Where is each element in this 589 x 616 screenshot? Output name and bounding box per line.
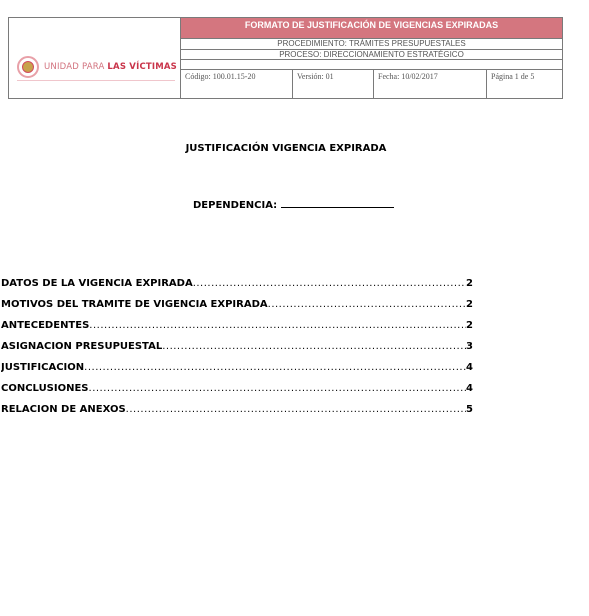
toc-leader-dots — [162, 341, 466, 352]
toc-item-page: 2 — [466, 299, 473, 310]
codigo-cell: Código: 100.01.15-20 — [181, 70, 293, 98]
toc-item-page: 2 — [466, 320, 473, 331]
toc-item-page: 4 — [466, 383, 473, 394]
toc-item[interactable] — [1, 404, 473, 425]
toc-item[interactable] — [1, 320, 473, 341]
toc-item-page: 5 — [466, 404, 473, 415]
logo-text: UNIDAD PARA LAS VÍCTIMAS — [44, 62, 177, 72]
document-title: JUSTIFICACIÓN VIGENCIA EXPIRADA — [185, 143, 387, 154]
toc-item[interactable] — [1, 299, 473, 320]
toc-item[interactable] — [1, 362, 473, 383]
format-title: FORMATO DE JUSTIFICACIÓN DE VIGENCIAS EXPIRADAS — [181, 18, 562, 39]
header-info — [181, 18, 562, 98]
toc-leader-dots — [84, 362, 466, 373]
pagina-cell: Página 1 de 5 — [491, 72, 535, 81]
version-cell: Versión: 01 — [293, 70, 374, 98]
toc-leader-dots — [193, 278, 466, 289]
toc-leader-dots — [89, 383, 467, 394]
toc-item-page: 3 — [466, 341, 473, 352]
toc-item-page: 2 — [466, 278, 473, 289]
dependencia-field — [193, 198, 394, 211]
toc-item-label: ASIGNACIÓN PRESUPUESTAL — [1, 341, 163, 352]
dependencia-blank-line — [281, 198, 394, 208]
toc-item-label: CONCLUSIONES — [1, 383, 89, 394]
seal-icon — [17, 56, 39, 78]
document-header-table — [8, 17, 563, 99]
procedimiento-label: PROCEDIMIENTO: TRÁMITES PRESUPUESTALES — [181, 39, 562, 50]
table-of-contents — [1, 278, 473, 425]
fecha-cell: Fecha: 10/02/2017 — [374, 70, 487, 98]
dependencia-label: DEPENDENCIA: — [193, 200, 278, 211]
proceso-label: PROCESO: DIRECCIONAMIENTO ESTRATÉGICO — [181, 50, 562, 60]
toc-leader-dots — [126, 404, 466, 415]
toc-item[interactable] — [1, 278, 473, 299]
toc-leader-dots — [268, 299, 466, 310]
toc-item-label: RELACION DE ANEXOS — [1, 404, 126, 415]
toc-item[interactable] — [1, 341, 473, 362]
toc-item-label: DATOS DE LA VIGENCIA EXPIRADA — [1, 278, 193, 289]
toc-item[interactable] — [1, 383, 473, 404]
toc-item-label: MOTIVOS DEL TRÁMITE DE VIGENCIA EXPIRADA — [1, 299, 268, 310]
metadata-row — [181, 69, 562, 98]
toc-item-label: ANTECEDENTES — [1, 320, 90, 331]
organization-logo — [17, 56, 177, 78]
logo-cell — [9, 18, 181, 98]
toc-leader-dots — [89, 320, 466, 331]
toc-item-label: JUSTIFICACIÓN — [1, 362, 85, 373]
toc-item-page: 4 — [466, 362, 473, 373]
logo-underline — [17, 80, 175, 81]
